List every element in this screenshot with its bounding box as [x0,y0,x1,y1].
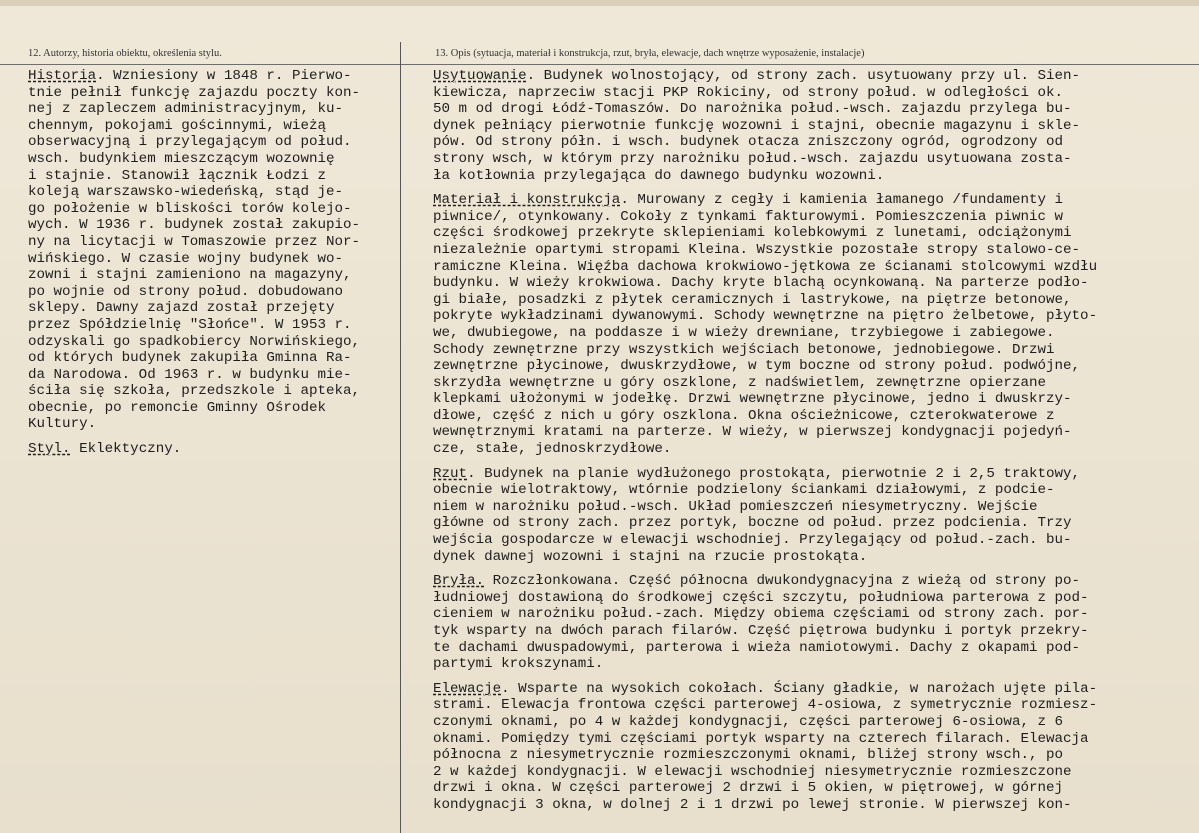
usytuowanie-text: . Budynek wolnostojący, od strony zach. usytuowany przy ul. Sien- kiewicza, naprzeciw stacji PKP Rokiciny, od strony połud. w odległości ok. 50 m od drogi Łódź-Tomaszów. Do narożnika połud.-wsch. zajazdu przylega bu- dynek pełniący pierwotnie funkcję wozowni i stajni, obecnie magazynu i skle- pów. Od strony półn. i wsch. budynek otacza zniszczony ogród, ogrodzony od strony wsch, w którym przy narożniku połud.-wsch. zajazdu usytuowana zosta- ła kotłownia przylegająca do dawnego budynku wozowni. [433,68,1081,184]
elewacje-paragraph [433,681,1195,814]
historia-heading: Historia [28,68,97,84]
section-12-column [28,68,396,466]
material-paragraph [433,192,1195,458]
styl-heading: Styl. [28,441,71,458]
bryla-text: Rozczłonkowana. Część północna dwukondygnacyjna z wieżą od strony po- łudniowej dostawioną do środkowej części szczytu, południowa parterowa z pod- cieniem w narożniku połud.-zach. Między obiema częściami od strony zach. por- tyk wsparty na dwóch parach filarów. Część piętrowa budynku i portyk przekry- te dachami dwuspadowymi, parterowa i wieża namiotowymi. Dachy z okapami pod- partymi krokszynami. [433,573,1089,673]
section-13-column [433,68,1195,822]
material-heading: Materiał i konstrukcja [433,192,621,209]
rzut-paragraph [433,466,1195,566]
form-header-row [0,42,1199,65]
elewacje-heading: Elewacje [433,680,502,697]
elewacje-text: . Wsparte na wysokich cokołach. Ściany gładkie, w narożach ujęte pila- strami. Elewacja frontowa części parterowej 4-osiowa, z symetrycznie rozmiesz- czonymi oknami, po 4 w każdej kondygnacji, części parterowej 6-osiowa, z 6 oknami. Pomiędzy tymi częściami portyk wsparty na czterech filarach. Elewacja północna z niesymetrycznie rozmieszczonymi oknami, bliżej strony wsch., po 2 w każdej kondygnacji. W elewacji wschodniej niesymetrycznie rozmieszczone drzwi i okna. W części parterowej 2 drzwi i 5 okien, w piętrowej, w górnej kondygnacji 3 okna, w dolnej 2 i 1 drzwi po lewej stronie. W pierwszej kon- [433,680,1098,813]
styl-text: Eklektyczny. [70,441,182,458]
material-text: . Murowany z cegły i kamienia łamanego /fundamenty i piwnice/, otynkowany. Cokoły z tynkami fakturowymi. Pomieszczenia piwnic w części środkowej przekryte sklepieniami kolebkowymi z lunetami, odciążonymi niezależnie opartymi stropami Kleina. Wszystkie pozostałe stropy stalowo-ce- ramiczne Kleina. Więźba dachowa krokwiowo-jętkowa ze ścianami stolcowymi wzdłu budynku. W wieży krokwiowa. Dachy kryte blachą ocynkowaną. Na parterze podło- gi białe, posadzki z płytek ceramicznych i lastrykowe, na piętrze betonowe, pokryte wykładzinami dywanowymi. Schody wewnętrzne na piętro żelbetowe, płyto- we, dwubiegowe, na poddasze i w wieży drewniane, trzybiegowe i zabiegowe. Schody zewnętrzne przy wszystkich wejściach betonowe, jednobiegowe. Drzwi zewnętrzne płycinowe, dwuskrzydłowe, w tym boczne od strony połud. podwójne, skrzydła wewnętrzne u góry oszklone, z nadświetlem, zewnętrzne opierzane klepkami ułożonymi w jodełkę. Drzwi wewnętrzne płycinowe, jedno i dwuskrzy- dłowe, część z nich u góry oszklona. Okna ościeżnicowe, czterokwaterowe z wewnętrznymi kratami na parterze. W wieży, w pierwszej kondygnacji pojedyń- cze, stałe, jednoskrzydłowe. [433,192,1098,458]
column-divider [400,42,401,833]
rzut-heading: Rzut [433,465,468,482]
section-13-header: 13. Opis (sytuacja, materiał i konstrukcja, rzut, bryła, elewacje, dach wnętrze wyposażenie, instalacje) [435,48,865,59]
styl-paragraph [28,441,396,458]
page-top-edge [0,0,1199,6]
bryla-heading: Bryła. [433,573,485,590]
section-12-header: 12. Autorzy, historia obiektu, określenia stylu. [28,48,222,59]
historia-text: . Wzniesiony w 1848 r. Pierwo- tnie pełnił funkcję zajazdu poczty kon- nej z zapleczem administracyjnym, ku- chennym, pokojami gościnnymi, wieżą obserwacyjną i przylegającym od połud. wsch. budynkiem mieszczącym wozownię i stajnie. Stanowił łącznik Łodzi z koleją warszawsko-wiedeńską, stąd je- go położenie w bliskości torów kolejo- wych. W 1936 r. budynek został zakupio- ny na licytacji w Tomaszowie przez Nor- wińskiego. W czasie wojny budynek wo- zowni i stajni zamieniono na magazyny, po wojnie od strony połud. dobudowano sklepy. Dawny zajazd został przejęty przez Spółdzielnię "Słońce". W 1953 r. odzyskali go spadkobiercy Norwińskiego, od których budynek zakupiła Gminna Ra- da Narodowa. Od 1963 r. w budynku mie- ściła się szkoła, przedszkole i apteka, obecnie, po remoncie Gminny Ośrodek Kultury. [28,68,361,433]
rzut-text: . Budynek na planie wydłużonego prostokąta, pierwotnie 2 i 2,5 traktowy, obecnie wielotraktowy, wtórnie podzielony ściankami działowymi, z podcie- niem w narożniku połud.-wsch. Układ pomieszczeń niesymetryczny. Wejście główne od strony zach. przez portyk, boczne od połud. przez podcienia. Trzy wejścia gospodarcze w elewacji wschodniej. Przylegający od połud.-zach. bu- dynek dawnej wozowni i stajni na rzucie prostokąta. [433,465,1081,565]
usytuowanie-paragraph [433,68,1195,184]
bryla-paragraph [433,573,1195,673]
usytuowanie-heading: Usytuowanie [433,68,527,84]
historia-paragraph [28,68,396,433]
